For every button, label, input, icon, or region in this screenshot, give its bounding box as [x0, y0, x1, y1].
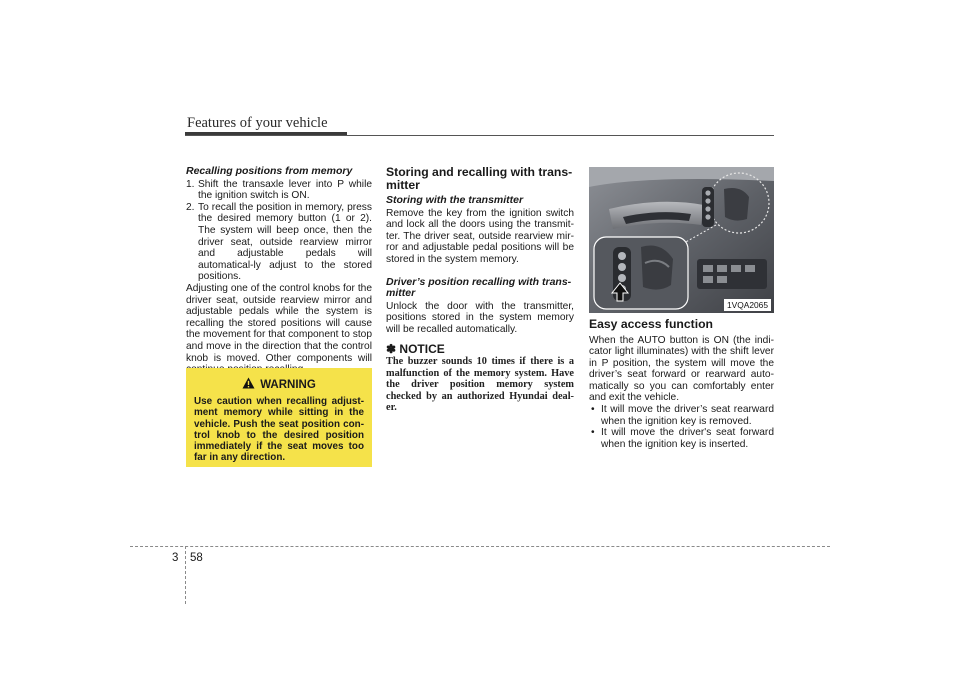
- warning-box: [186, 368, 372, 467]
- warning-text: Use caution when recalling adjust-ment memory while sitting in the vehicle. Push the seat position con-trol knob to the desired position immediately if the seat moves too far in any direction.: [194, 396, 364, 464]
- recall-heading: Recalling positions from memory: [186, 165, 353, 177]
- notice-text: The buzzer sounds 10 times if there is a malfunction of the memory system. Have the driver position memory system checked by an authorized Hyundai deal-er.: [386, 356, 574, 414]
- recall-steps: [186, 179, 372, 283]
- warning-title: WARNING: [260, 379, 316, 391]
- recalling-subheading: Driver’s position recalling with trans-mitter: [386, 275, 572, 300]
- door-panel-illustration: [589, 167, 774, 313]
- column-left: [186, 166, 372, 376]
- header-rule: [185, 135, 774, 136]
- chapter-number: 3: [172, 552, 179, 564]
- page-number: 58: [190, 552, 203, 564]
- bullet-text: It will move the driver’s seat rearward when the ignition key is removed.: [601, 404, 774, 427]
- step-number: 1.: [186, 178, 195, 190]
- bullet-icon: •: [591, 427, 595, 439]
- step-text: To recall the position in memory, press the desired memory button (1 or 2). The system will beep once, then the driver seat, outside rearview mirror and adjustable pedals will automatical-ly adjust to the stored positions.: [198, 201, 372, 283]
- easy-access-heading: Easy access function: [589, 317, 713, 331]
- list-item: [589, 404, 774, 427]
- bullet-icon: •: [591, 404, 595, 416]
- storing-text: Remove the key from the ignition switch and lock all the doors using the transmit-ter. The driver seat, outside rearview mir-ror and adjustable pedal positions will be stored in the system memory.: [386, 207, 574, 265]
- easy-access-bullets: [589, 404, 774, 450]
- easy-access-intro: When the AUTO button is ON (the indi-cator light illuminates) with the shift lever in P position, the system will move the driver’s seat forward or rearward auto-matically so you can comfortably enter and exit the vehicle.: [589, 334, 774, 404]
- notice-title: NOTICE: [399, 341, 445, 356]
- storing-subheading: Storing with the transmitter: [386, 194, 524, 206]
- column-middle: [386, 166, 574, 414]
- list-item: [589, 427, 774, 450]
- bullet-text: It will move the driver's seat forward when the ignition key is inserted.: [601, 427, 774, 450]
- footer-divider: [185, 546, 186, 604]
- recalling-text: Unlock the door with the transmitter, positions stored in the system memory will be recalled automatically.: [386, 300, 574, 335]
- warning-header: [194, 376, 364, 394]
- section-header-title: Features of your vehicle: [187, 115, 328, 131]
- footer-rule: [130, 546, 830, 547]
- door-memory-buttons-photo: [589, 167, 774, 313]
- column-right: [589, 318, 774, 450]
- notice-heading: [386, 341, 574, 356]
- warning-triangle-icon: [242, 376, 255, 394]
- notice-symbol-icon: ✽: [386, 341, 397, 356]
- step-item: [186, 202, 372, 283]
- step-number: 2.: [186, 201, 195, 213]
- step-text: Shift the transaxle lever into P while the ignition switch is ON.: [198, 178, 372, 202]
- storing-recalling-heading: Storing and recalling with trans-mitter: [386, 165, 573, 192]
- step-item: [186, 179, 372, 202]
- photo-caption: 1VQA2065: [724, 299, 771, 311]
- adjust-paragraph: Adjusting one of the control knobs for the driver seat, outside rearview mirror and adjustable pedals while the system is recalling the stored positions will cause the movement for that component to stop and move in the direction that the control knob is moved. Other components will: [186, 282, 372, 364]
